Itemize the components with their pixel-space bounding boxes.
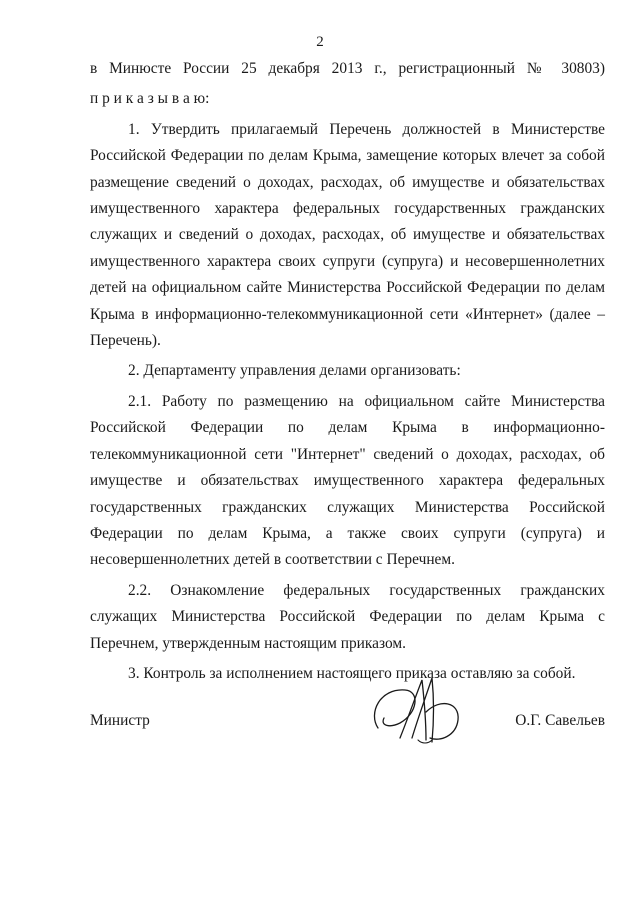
paragraph-preamble-end: в Минюсте России 25 декабря 2013 г., регистрационный № 30803) — [90, 60, 605, 77]
paragraph-item-2-2: 2.2. Ознакомление федеральных государственных гражданских служащих Министерства Российской Федерации по делам Крыма с Перечнем, утвержденным настоящим приказом. — [90, 581, 605, 652]
signature-block — [90, 668, 605, 778]
paragraph-item-3: 3. Контроль за исполнением настоящего приказа оставляю за собой. — [128, 664, 576, 682]
position-title: Министр — [90, 712, 150, 729]
handwritten-signature-icon — [360, 668, 470, 758]
page-number: 2 — [316, 34, 324, 50]
paragraph-order-word: п р и к а з ы в а ю: — [90, 90, 210, 108]
paragraph-item-1: 1. Утвердить прилагаемый Перечень должностей в Министерстве Российской Федерации по делам Крыма, замещение которых влечет за собой размещение сведений о доходах, расходах, об имуществе и обязательствах имущественного характера федеральных государственных гражданских служащих и сведений о доходах, расходах, об имуществе и обязательствах имущественного характера своих супруги (супруга) и несовершеннолетних детей на официальном сайте Министерства Российской Федерации по делам Крыма в информационно-телекоммуникационной сети «Интернет» (далее – Перечень). — [90, 120, 605, 350]
document-body — [90, 56, 605, 691]
paragraph-item-2: 2. Департаменту управления делами организовать: — [128, 362, 461, 380]
paragraph-item-2-1: 2.1. Работу по размещению на официальном сайте Министерства Российской Федерации по делам Крыма в информационно-телекоммуникационной сети "Интернет" сведений о доходах, расходах, об имуществе и обязательствах имущественного характера федеральных государственных гражданских служащих Министерства Российской Федерации по делам Крыма, а также своих супруги (супруга) и несовершеннолетних детей в соответствии с Перечнем. — [90, 392, 605, 569]
signer-name: О.Г. Савельев — [515, 712, 605, 729]
